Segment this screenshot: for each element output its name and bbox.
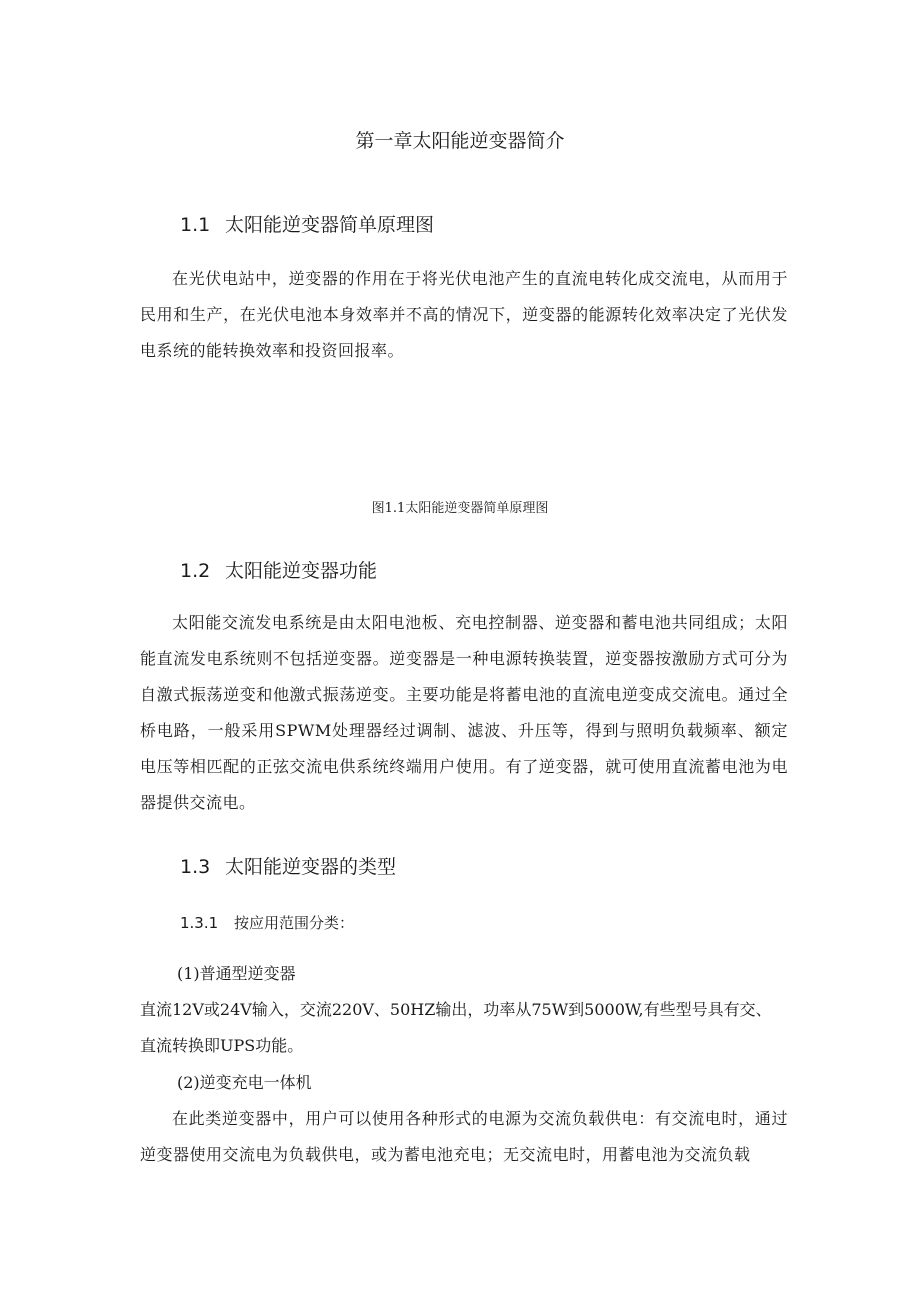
subsection-title: 按应用范围分类： [234, 914, 355, 932]
item-1-line-2: 直流转换即UPS功能。 [140, 1036, 304, 1055]
item-1-title: (1)普通型逆变器 [177, 964, 296, 983]
chapter-title: 第一章太阳能逆变器简介 [355, 130, 565, 152]
subsection-number: 1.3.1 [180, 914, 219, 932]
item-2-paragraph: 在此类逆变器中，用户可以使用各种形式的电源为交流负载供电：有交流电时，通过逆变器使用交流电为负载供电，或为蓄电池充电；无交流电时，用蓄电池为交流负载 [140, 1109, 788, 1164]
section-heading-1-2 [180, 559, 377, 583]
section-1-2-paragraph: 太阳能交流发电系统是由太阳电池板、充电控制器、逆变器和蓄电池共同组成；太阳能直流发电系统则不包括逆变器。逆变器是一种电源转换装置，逆变器按激励方式可分为自激式振荡逆变和他激式振荡逆变。主要功能是将蓄电池的直流电逆变成交流电。通过全桥电路，一般采用SPWM处理器经过调制、滤波、升压等，得到与照明负载频率、额定电压等相匹配的正弦交流电供系统终端用户使用。有了逆变器，就可使用直流蓄电池为电器提供交流电。 [140, 613, 788, 812]
section-title: 太阳能逆变器功能 [225, 560, 378, 582]
section-number: 1.3 [180, 856, 211, 878]
section-title: 太阳能逆变器简单原理图 [225, 214, 435, 236]
subsection-heading-1-3-1 [180, 913, 354, 933]
section-number: 1.2 [180, 560, 211, 582]
section-1-1-paragraph: 在光伏电站中，逆变器的作用在于将光伏电池产生的直流电转化成交流电，从而用于民用和生产，在光伏电池本身效率并不高的情况下，逆变器的能源转化效率决定了光伏发电系统的能转换效率和投资回报率。 [140, 269, 788, 360]
figure-caption: 图1.1太阳能逆变器简单原理图 [371, 501, 549, 516]
section-number: 1.1 [180, 214, 211, 236]
section-heading-1-1 [180, 213, 434, 237]
section-heading-1-3 [180, 855, 396, 879]
item-1-line-1: 直流12V或24V输入，交流220V、50HZ输出，功率从75W到5000W,有些型号具有交、 [140, 1000, 772, 1019]
item-2-title: (2)逆变充电一体机 [177, 1073, 312, 1092]
section-title: 太阳能逆变器的类型 [225, 856, 397, 878]
